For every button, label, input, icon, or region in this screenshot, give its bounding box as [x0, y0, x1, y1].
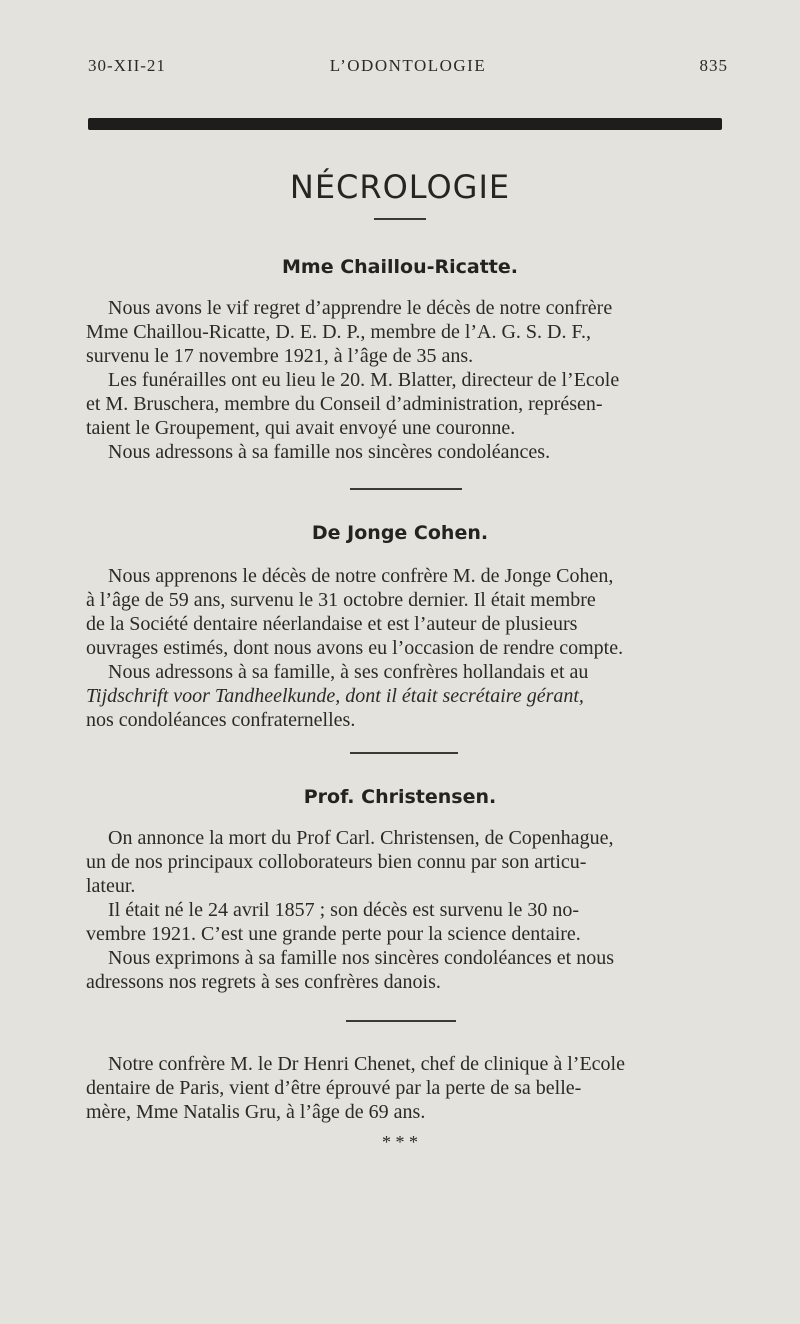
text-line: nos condoléances confraternelles.: [86, 709, 356, 731]
entry-heading-christensen: Prof. Christensen.: [303, 786, 497, 808]
asterism: * * *: [382, 1132, 418, 1152]
text-line: Notre confrère M. le Dr Henri Chenet, chef de clinique à l’Ecole: [108, 1053, 625, 1075]
text-line: Mme Chaillou-Ricatte, D. E. D. P., membre de l’A. G. S. D. F.,: [86, 321, 592, 343]
text-line: Nous avons le vif regret d’apprendre le décès de notre confrère: [108, 297, 613, 319]
text-line: [86, 684, 726, 708]
journal-name-italic: Tijdschrift voor Tandheelkunde, dont il était secrétaire gérant,: [86, 685, 584, 707]
text-line: Les funérailles ont eu lieu le 20. M. Blatter, directeur de l’Ecole: [108, 369, 620, 391]
text-line: lateur.: [86, 875, 136, 897]
text-line: adressons nos regrets à ses confrères danois.: [86, 971, 441, 993]
page-number: 835: [699, 56, 728, 75]
entry-body-chenet: [86, 1052, 726, 1124]
entry-body-chaillou-ricatte: [86, 296, 726, 464]
text-line: ouvrages estimés, dont nous avons eu l’occasion de rendre compte.: [86, 637, 624, 659]
section-title: NÉCROLOGIE: [289, 168, 511, 206]
entry-heading-de-jonge-cohen: De Jonge Cohen.: [311, 522, 489, 544]
text-line: Nous adressons à sa famille nos sincères condoléances.: [108, 441, 551, 463]
entry-divider: [350, 488, 462, 490]
text-line: dentaire de Paris, vient d’être éprouvé par la perte de sa belle-: [86, 1077, 582, 1099]
text-line: Nous apprenons le décès de notre confrère M. de Jonge Cohen,: [108, 565, 614, 587]
journal-title: L’ODONTOLOGIE: [329, 56, 487, 75]
text-line: et M. Bruschera, membre du Conseil d’administration, représen-: [86, 393, 603, 415]
text-line: Nous adressons à sa famille, à ses confrères hollandais et au: [108, 661, 589, 683]
text-line: On annonce la mort du Prof Carl. Christensen, de Copenhague,: [108, 827, 614, 849]
text-line: de la Société dentaire néerlandaise et est l’auteur de plusieurs: [86, 613, 578, 635]
text-line: taient le Groupement, qui avait envoyé une couronne.: [86, 417, 516, 439]
header-rule: [88, 118, 722, 130]
issue-date: 30-XII-21: [88, 56, 166, 75]
text-line: un de nos principaux colloborateurs bien connu par son articu-: [86, 851, 587, 873]
running-head: [88, 56, 728, 80]
text-line: Il était né le 24 avril 1857 ; son décès est survenu le 30 no-: [108, 899, 579, 921]
text-line: Nous exprimons à sa famille nos sincères condoléances et nous: [108, 947, 614, 969]
text-line: survenu le 17 novembre 1921, à l’âge de 35 ans.: [86, 345, 474, 367]
entry-heading-chaillou-ricatte: Mme Chaillou-Ricatte.: [282, 256, 518, 278]
text-line: mère, Mme Natalis Gru, à l’âge de 69 ans.: [86, 1101, 426, 1123]
title-divider: [374, 218, 426, 220]
text-line: vembre 1921. C’est une grande perte pour la science dentaire.: [86, 923, 581, 945]
entry-divider: [350, 752, 458, 754]
entry-body-de-jonge-cohen: [86, 564, 726, 732]
text-line: à l’âge de 59 ans, survenu le 31 octobre dernier. Il était membre: [86, 589, 596, 611]
entry-divider: [346, 1020, 456, 1022]
entry-body-christensen: [86, 826, 726, 994]
